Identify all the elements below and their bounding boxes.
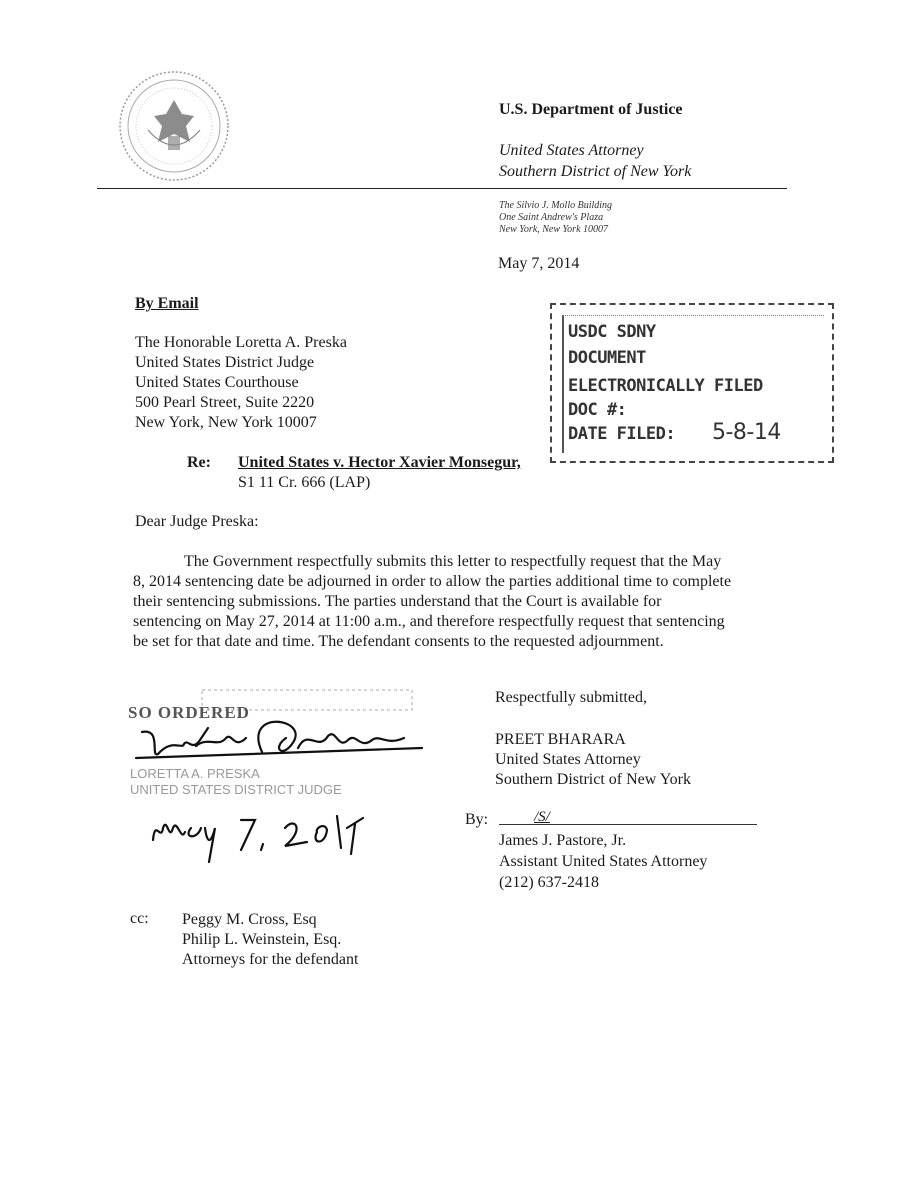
judge-title-text: UNITED STATES DISTRICT JUDGE [130,782,342,797]
addressee-line: 500 Pearl Street, Suite 2220 [135,394,315,411]
addressee-line: United States District Judge [135,354,315,371]
body-line: 8, 2014 sentencing date be adjourned in order to allow the parties additional time to complete [133,573,732,590]
signer-line: (212) 637-2418 [499,874,599,891]
addressee-line: United States Courthouse [135,374,299,391]
so-ordered-text: SO ORDERED [128,703,250,722]
sender-line: Southern District of New York [495,771,691,788]
by-label: By: [465,811,489,828]
re-case-caption: United States v. Hector Xavier Monsegur, [238,454,521,471]
signer-line: Assistant United States Attorney [499,853,708,870]
office-address [499,200,612,236]
office-name [499,140,691,182]
salutation: Dear Judge Preska: [135,513,259,530]
address-line: One Saint Andrew's Plaza [499,212,604,223]
stamp-line: ELECTRONICALLY FILED [568,376,763,396]
body-line: their sentencing submissions. The parties understand that the Court is available for [133,593,662,610]
so-ordered-endorsement [122,688,452,800]
judge-signature [136,722,422,758]
stamp-handwritten-date: 5-8-14 [712,420,781,445]
body-line: be set for that date and time. The defendant consents to the requested adjournment. [133,633,664,650]
cc-label: cc: [130,910,149,927]
addressee-line: The Honorable Loretta A. Preska [135,334,347,351]
filing-stamp [550,303,834,463]
re-label: Re: [187,454,211,471]
sender-line: United States Attorney [495,751,641,768]
address-line: New York, New York 10007 [499,224,609,235]
signature-line [499,824,757,825]
re-case-number: S1 11 Cr. 666 (LAP) [238,474,371,491]
cc-line: Attorneys for the defendant [182,951,359,968]
sender-block [495,730,691,790]
agency-name: U.S. Department of Justice [499,101,683,118]
addressee-block [135,333,347,433]
stamp-line: DATE FILED: [568,424,676,444]
cc-line: Philip L. Weinstein, Esq. [182,931,342,948]
handwritten-date [145,798,375,868]
electronic-signature: /S/ [534,809,550,825]
cc-list [182,910,358,970]
doj-seal-icon [118,70,230,182]
stamp-line: DOC #: [568,400,627,420]
signer-line: James J. Pastore, Jr. [499,832,627,849]
address-line: The Silvio J. Mollo Building [499,200,613,211]
body-line: sentencing on May 27, 2014 at 11:00 a.m., and therefore respectfully request that sentencing [133,613,725,630]
stamp-line: USDC SDNY [568,322,656,342]
office-line: United States Attorney [499,142,644,159]
letterhead-rule [97,188,787,189]
cc-line: Peggy M. Cross, Esq [182,911,317,928]
letter-date: May 7, 2014 [498,255,580,272]
stamp-line: DOCUMENT [568,348,646,368]
body-line: The Government respectfully submits this letter to respectfully request that the May [184,553,722,570]
judge-name-text: LORETTA A. PRESKA [130,766,260,781]
closing: Respectfully submitted, [495,689,647,706]
office-line: Southern District of New York [499,163,692,180]
delivery-method: By Email [135,295,199,312]
signer-block [499,830,707,893]
sender-line: PREET BHARARA [495,731,626,748]
addressee-line: New York, New York 10007 [135,414,317,431]
